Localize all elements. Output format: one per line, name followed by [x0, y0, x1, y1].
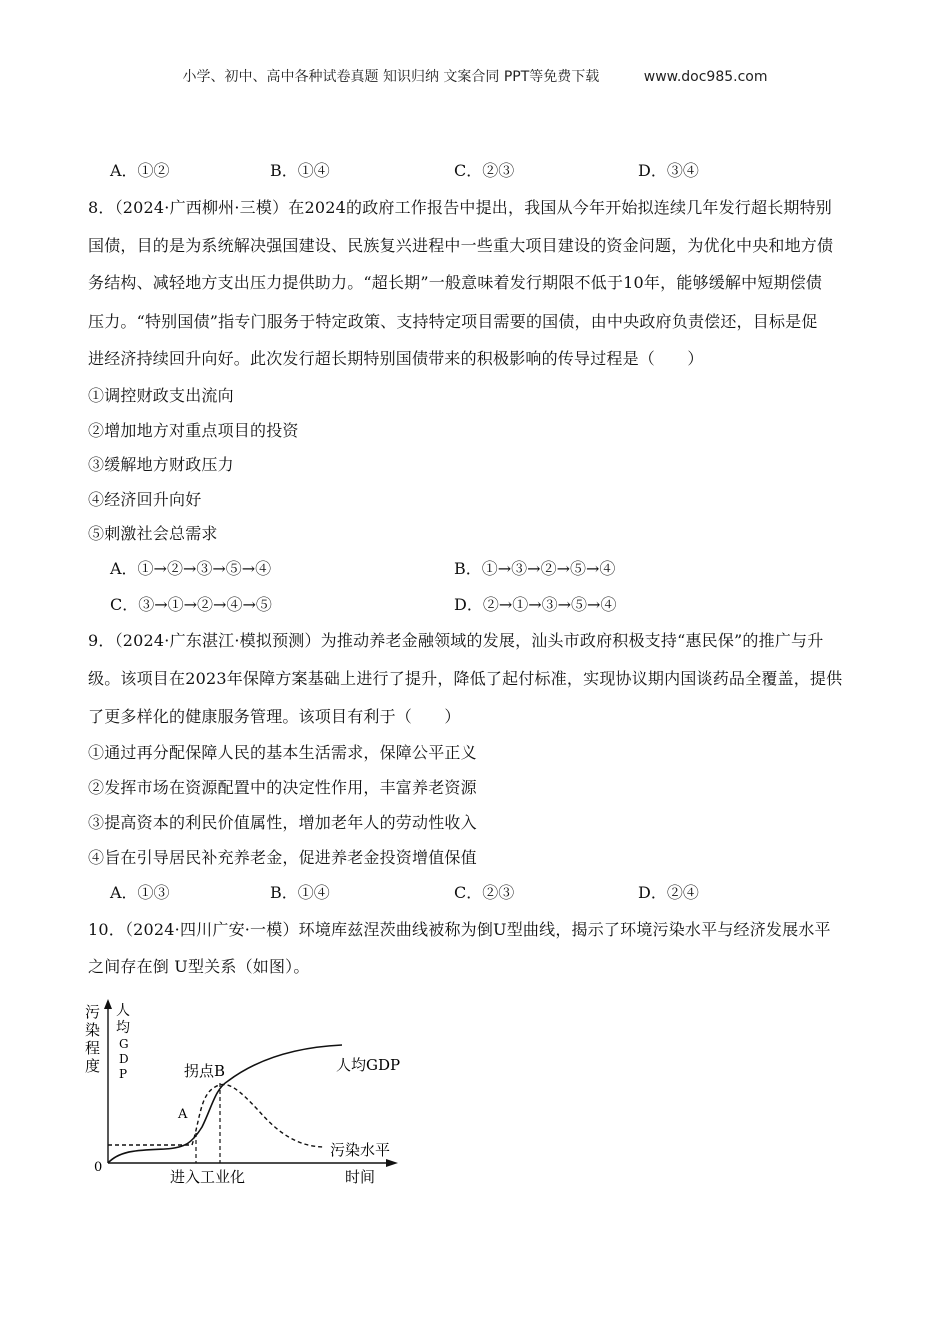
q10-stem-line: 10．（2024·四川广安·一模）环境库兹涅茨曲线被称为倒U型曲线，揭示了环境污染水平与经济发展水平 — [88, 920, 831, 939]
point-a-label: A — [178, 1107, 188, 1122]
point-b-label: 拐点B — [184, 1062, 226, 1080]
page-header — [0, 66, 950, 86]
y-axis-arrow — [104, 999, 112, 1009]
origin-label: 0 — [94, 1160, 103, 1175]
q8-stem-line: 进经济持续回升向好。此次发行超长期特别国债带来的积极影响的传导过程是（ ） — [88, 349, 704, 368]
x-axis-label: 时间 — [345, 1168, 376, 1186]
x-axis-arrow — [386, 1159, 398, 1167]
y-label-right-char: P — [119, 1067, 128, 1081]
x-tick-label: 进入工业化 — [170, 1168, 246, 1186]
q9-option-a[interactable]: A．①③ — [110, 883, 170, 902]
q8-option-d[interactable]: D．②→①→③→⑤→④ — [454, 595, 617, 614]
q9-item: ④旨在引导居民补充养老金，促进养老金投资增值保值 — [88, 848, 477, 867]
q9-option-d[interactable]: D．②④ — [638, 883, 699, 902]
q9-stem-line: 9．（2024·广东湛江·模拟预测）为推动养老金融领域的发展，汕头市政府积极支持“惠民保”的推广与升 — [88, 631, 824, 650]
q7-option-b[interactable]: B．①④ — [270, 161, 330, 180]
q8-item: ①调控财政支出流向 — [88, 386, 234, 405]
y-label-right-char: 人 — [116, 1003, 130, 1019]
q8-item: ④经济回升向好 — [88, 490, 202, 509]
y-label-right-char: 均 — [116, 1020, 130, 1036]
q8-option-b[interactable]: B．①→③→②→⑤→④ — [454, 559, 616, 578]
q9-stem-line: 级。该项目在2023年保障方案基础上进行了提升，降低了起付标准，实现协议期内国谈药品全覆盖，提供 — [88, 669, 843, 688]
q7-option-d[interactable]: D．③④ — [638, 161, 699, 180]
q9-item: ①通过再分配保障人民的基本生活需求，保障公平正义 — [88, 743, 477, 762]
q8-item: ⑤刺激社会总需求 — [88, 524, 218, 543]
pollution-curve-label: 污染水平 — [330, 1141, 391, 1159]
q8-stem-line: 务结构、减轻地方支出压力提供助力。“超长期”一般意味着发行期限不低于10年，能够缓解中短期偿债 — [88, 273, 823, 292]
q9-item: ③提高资本的利民价值属性，增加老年人的劳动性收入 — [88, 813, 477, 832]
q8-item: ②增加地方对重点项目的投资 — [88, 421, 299, 440]
y-label-right-char: G — [119, 1037, 129, 1051]
q8-option-c[interactable]: C．③→①→②→④→⑤ — [110, 595, 272, 614]
y-label-left-char: 染 — [85, 1021, 101, 1039]
header-site: www.doc985.com — [643, 69, 768, 85]
q8-item: ③缓解地方财政压力 — [88, 455, 234, 474]
q7-option-c[interactable]: C．②③ — [454, 161, 515, 180]
q8-stem-line: 国债，目的是为系统解决强国建设、民族复兴进程中一些重大项目建设的资金问题，为优化中央和地方债 — [88, 236, 834, 255]
y-label-left-char: 度 — [85, 1057, 101, 1075]
q8-stem-line: 8．（2024·广西柳州·三模）在2024的政府工作报告中提出，我国从今年开始拟连续几年发行超长期特别 — [88, 198, 832, 217]
header-text: 小学、初中、高中各种试卷真题 知识归纳 文案合同 PPT等免费下载 — [182, 69, 600, 85]
q9-option-b[interactable]: B．①④ — [270, 883, 330, 902]
gdp-curve-label: 人均GDP — [336, 1056, 401, 1074]
y-label-left-char: 污 — [85, 1003, 101, 1021]
y-label-left-char: 程 — [85, 1039, 101, 1057]
q10-stem-line: 之间存在倒 U型关系（如图）。 — [88, 957, 310, 976]
q7-option-a[interactable]: A．①② — [110, 161, 170, 180]
q8-option-a[interactable]: A．①→②→③→⑤→④ — [110, 559, 272, 578]
q8-stem-line: 压力。“特别国债”指专门服务于特定政策、支持特定项目需要的国债，由中央政府负责偿还，目标是促 — [88, 312, 818, 331]
q9-stem-line: 了更多样化的健康服务管理。该项目有利于（ ） — [88, 707, 461, 726]
y-label-right-char: D — [119, 1052, 129, 1066]
kuznets-curve-figure — [80, 995, 410, 1195]
q9-item: ②发挥市场在资源配置中的决定性作用，丰富养老资源 — [88, 778, 477, 797]
q9-option-c[interactable]: C．②③ — [454, 883, 515, 902]
